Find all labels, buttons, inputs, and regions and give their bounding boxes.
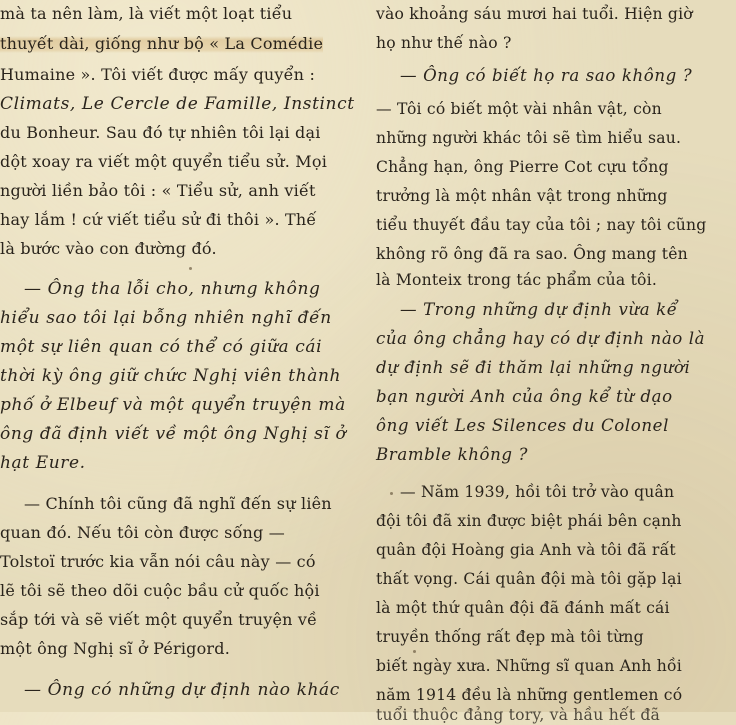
text-line: du Bonheur. Sau đó tự nhiên tôi lại dại [0,123,321,142]
text-line: Humaine ». Tôi viết được mấy quyển : [0,65,316,84]
paper-speck [413,650,416,653]
text-line: hay lắm ! cứ viết tiểu sử đi thôi ». Thế [0,210,317,229]
text-line: — Tôi có biết một vài nhân vật, còn [376,100,662,118]
text-line: trưởng là một nhân vật trong những [376,187,668,205]
question-line: ông đã định viết về một ông Nghị sĩ ở [0,424,347,444]
question-line: dự định sẽ đi thăm lại những người [376,358,691,377]
text-line: là Monteix trong tác phẩm của tôi. [376,271,657,289]
paper-speck [189,267,192,270]
text-line: là bước vào con đường đó. [0,239,217,258]
question-line: — Ông có biết họ ra sao không ? [400,66,693,85]
question-line: bạn người Anh của ông kể từ dạo [376,387,673,406]
question-line: hạt Eure. [0,453,86,473]
question-line: — Ông có những dự định nào khác [24,680,340,700]
text-line: — Năm 1939, hồi tôi trở vào quân [400,483,675,501]
text-line [0,34,323,54]
text-line: tuổi thuộc đảng tory, và hầu hết đã [376,706,661,724]
text-line: vào khoảng sáu mươi hai tuổi. Hiện giờ [376,5,693,23]
question-line: — Trong những dự định vừa kể [400,300,678,319]
text-line: mà ta nên làm, là viết một loạt tiểu [0,4,293,23]
text-line: quân đội Hoàng gia Anh và tôi đã rất [376,541,676,559]
text-line: năm 1914 đều là những gentlemen có [376,686,683,704]
text-line: dột xoay ra viết một quyển tiểu sử. Mọi [0,152,328,171]
text-line: không rõ ông đã ra sao. Ông mang tên [376,245,688,263]
question-line: hiểu sao tôi lại bỗng nhiên nghĩ đến [0,308,332,328]
question-line: thời kỳ ông giữ chức Nghị viên thành [0,366,342,386]
text-line: lẽ tôi sẽ theo dõi cuộc bầu cử quốc hội [0,581,320,600]
text-line: người liền bảo tôi : « Tiểu sử, anh viết [0,181,316,200]
text-line: quan đó. Nếu tôi còn được sống — [0,523,285,542]
question-line: của ông chẳng hay có dự định nào là [376,329,706,348]
question-line: ông viết Les Silences du Colonel [376,416,670,435]
text-line: một ông Nghị sĩ ở Périgord. [0,639,231,658]
text-line: truyền thống rất đẹp mà tôi từng [376,628,644,646]
text-line: Chẳng hạn, ông Pierre Cot cựu tổng [376,158,669,176]
text-line: — Chính tôi cũng đã nghĩ đến sự liên [24,494,332,513]
text-line: Climats, Le Cercle de Famille, Instinct [0,94,355,114]
paper-speck [390,492,393,495]
text-line: biết ngày xưa. Những sĩ quan Anh hồi [376,657,682,675]
question-line: một sự liên quan có thể có giữa cái [0,337,323,357]
text-line: đội tôi đã xin được biệt phái bên cạnh [376,512,682,530]
question-line: Bramble không ? [376,445,528,464]
text-line: là một thứ quân đội đã đánh mất cái [376,599,670,617]
text-line: sắp tới và sẽ viết một quyển truyện về [0,610,318,629]
text-line: họ như thế nào ? [376,34,512,52]
question-line: — Ông tha lỗi cho, nhưng không [24,279,321,299]
text-line: Tolstoï trước kia vẫn nói câu này — có [0,552,316,571]
text-span: thuyết dài, giống như bộ « La Comédie [0,34,324,53]
text-line: tiểu thuyết đầu tay của tôi ; nay tôi cũng [376,216,707,234]
text-line: thất vọng. Cái quân đội mà tôi gặp lại [376,570,682,588]
question-line: phố ở Elbeuf và một quyển truyện mà [0,395,346,415]
text-line: những người khác tôi sẽ tìm hiểu sau. [376,129,682,147]
